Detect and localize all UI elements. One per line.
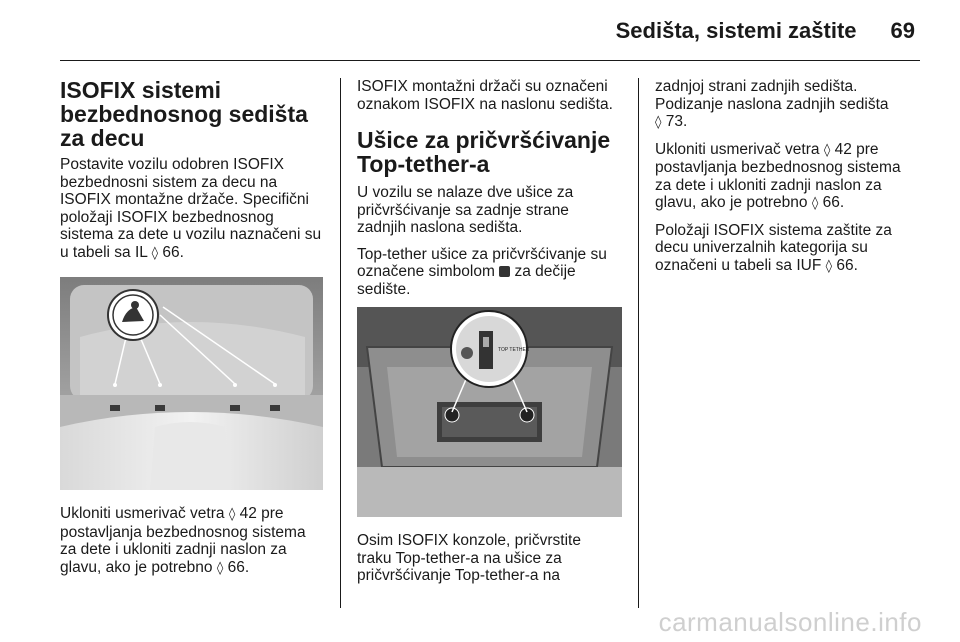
page-header bbox=[616, 18, 915, 44]
page-title: Sedišta, sistemi zaštite bbox=[615, 18, 857, 43]
header-rule bbox=[60, 60, 920, 61]
paragraph: ISOFIX montažni držači su označeni oznakom ISOFIX na naslonu sedišta. bbox=[357, 78, 613, 113]
column-divider bbox=[638, 78, 639, 608]
reference-arrow-icon: ◊ bbox=[228, 507, 236, 522]
column-1 bbox=[60, 78, 330, 586]
section-heading-isofix: ISOFIX sistemi bezbednosnog sedišta za decu bbox=[60, 77, 308, 151]
reference-arrow-icon: ◊ bbox=[825, 258, 833, 274]
reference-arrow-icon: ◊ bbox=[655, 115, 662, 130]
watermark: carmanualsonline.info bbox=[658, 607, 922, 637]
paragraph: Položaji ISOFIX sistema zaštite za decu univerzalnih kategorija su označeni u tabeli sa IUF ◊ 66. bbox=[655, 221, 892, 274]
reference-arrow-icon: ◊ bbox=[151, 245, 159, 261]
top-tether-symbol-icon bbox=[499, 266, 510, 277]
column-divider bbox=[340, 78, 341, 608]
paragraph: zadnjoj strani zadnjih sedišta. Podizanje naslona zadnjih sedišta ◊ 73. bbox=[655, 78, 889, 130]
paragraph: Ukloniti usmerivač vetra ◊ 42 pre postavljanja bezbednosnog sistema za dete i ukloniti zadnji naslon za glavu, ako je potrebno ◊ 66. bbox=[655, 140, 901, 211]
section-heading-top-tether: Ušice za pričvršćivanje Top-tether-a bbox=[357, 127, 611, 177]
page-number: 69 bbox=[890, 18, 915, 43]
paragraph: Ukloniti usmerivač vetra ◊ 42 pre postavljanja bezbednosnog sistema za dete i ukloniti zadnji naslon za glavu, ako je potrebno ◊ 66. bbox=[60, 505, 306, 576]
reference-arrow-icon: ◊ bbox=[811, 196, 819, 211]
reference-arrow-icon: ◊ bbox=[823, 142, 831, 158]
column-2 bbox=[357, 78, 627, 594]
top-tether-label: TOP TETHER bbox=[498, 347, 530, 353]
paragraph: Top-tether ušice za pričvršćivanje su označene simbolom za dečije sedište. bbox=[357, 245, 607, 298]
paragraph: Osim ISOFIX konzole, pričvrstite traku Top-tether-a na ušice za pričvršćivanje Top-tether-a na bbox=[357, 532, 581, 584]
reference-arrow-icon: ◊ bbox=[216, 560, 224, 576]
paragraph: Postavite vozilu odobren ISOFIX bezbednosni sistem za decu na ISOFIX montažne držače. Specifični položaji ISOFIX bezbednosnog sistema za dete u vozilu naznačeni su u tabeli sa IL ◊ 66. bbox=[60, 156, 322, 261]
trunk-top-tether-figure bbox=[357, 307, 622, 517]
paragraph: U vozilu se nalaze dve ušice za pričvršćivanje sa zadnje strane zadnjih naslona sedišta. bbox=[357, 184, 574, 236]
column-3 bbox=[655, 78, 925, 284]
rear-seat-isofix-figure bbox=[60, 277, 323, 490]
